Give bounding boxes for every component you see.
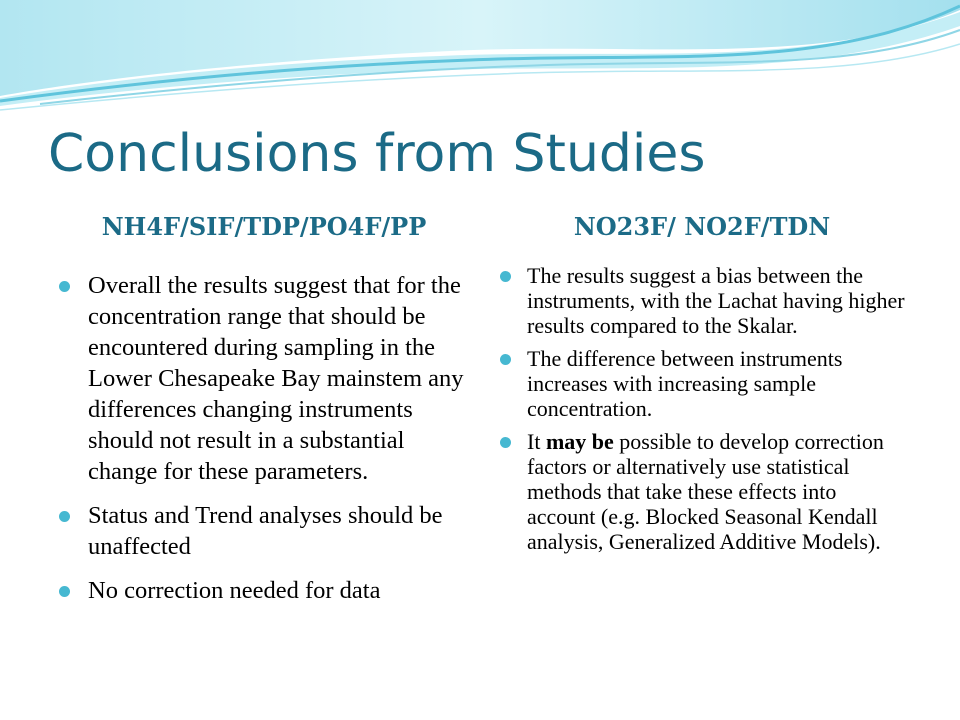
left-column-heading: NH4F/SIF/TDP/PO4F/PP (101, 212, 427, 241)
slide-title: Conclusions from Studies (48, 124, 706, 184)
right-bullet-list (494, 263, 910, 554)
right-column (494, 206, 910, 562)
right-bullet-item: The results suggest a bias between the instruments, with the Lachat having higher results compared to the Skalar. (494, 263, 910, 338)
left-bullet-list (56, 270, 472, 606)
right-column-heading: NO23F/ NO2F/TDN (573, 212, 831, 241)
bullet-text-emphasis: may be (545, 429, 614, 454)
left-bullet-item: No correction needed for data (56, 575, 472, 606)
left-column (56, 206, 472, 619)
header-wave-decoration (0, 0, 960, 130)
left-bullet-item: Status and Trend analyses should be unaffected (56, 500, 472, 562)
right-bullet-item: The difference between instruments increases with increasing sample concentration. (494, 346, 910, 421)
bullet-text-prefix: It (527, 429, 546, 454)
bullet-text-suffix: possible to develop correction factors or alternatively use statistical methods that take these effects into account (e.g. Blocked Seasonal Kendall analysis, Generalized Additive Models). (527, 429, 884, 554)
left-bullet-item: Overall the results suggest that for the concentration range that should be encountered during sampling in the Lower Chesapeake Bay mainstem any differences changing instruments should not result in a substantial change for these parameters. (56, 270, 472, 487)
right-bullet-item (494, 429, 910, 554)
